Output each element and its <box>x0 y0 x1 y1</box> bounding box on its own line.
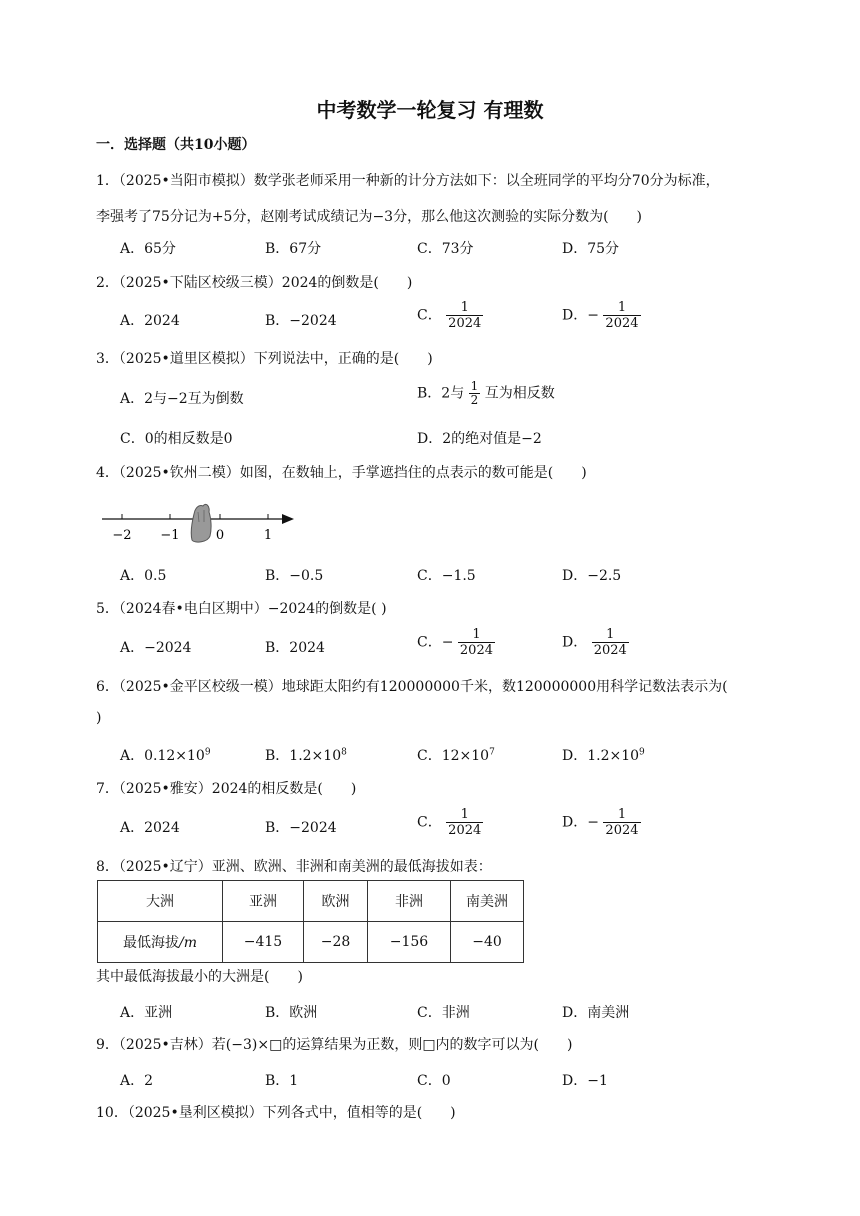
question-2-stem: 2．（2025•下陆区校级三模）2024的倒数是( ) <box>96 275 413 291</box>
hand-icon <box>191 504 211 542</box>
q1-option-a: A．65分 <box>120 241 176 257</box>
table-cell: −156 <box>368 922 451 963</box>
table-row-label: 最低海拔/m <box>98 922 223 963</box>
table-header-cell: 欧洲 <box>304 881 368 922</box>
axis-label-0: 0 <box>215 528 225 543</box>
question-1-line-2: 李强考了75分记为+5分，赵刚考试成绩记为−3分，那么他这次测验的实际分数为( ) <box>96 209 643 225</box>
q1-option-b: B．67分 <box>265 241 322 257</box>
q4-option-b: B．−0.5 <box>265 568 324 584</box>
question-8-stem: 8．（2025•辽宁）亚洲、欧洲、非洲和南美洲的最低海拔如表： <box>96 859 492 875</box>
q7-option-c: C． $\frac{1}{2024}$ <box>417 807 482 838</box>
q9-option-b: B．1 <box>265 1073 299 1089</box>
table-row <box>98 922 524 963</box>
q5-option-b: B．2024 <box>265 640 325 656</box>
table-cell: −415 <box>223 922 304 963</box>
table-header-cell: 非洲 <box>368 881 451 922</box>
q6-option-d: D．$1.2\times 10^9$ <box>562 747 645 764</box>
q8-option-d: D．南美洲 <box>562 1005 630 1021</box>
question-3-stem: 3．（2025•道里区模拟）下列说法中，正确的是( ) <box>96 351 433 367</box>
fraction: $\frac{1}{2024}$ <box>448 807 482 838</box>
q1-option-d: D．75分 <box>562 241 620 257</box>
altitude-table <box>97 880 524 963</box>
q2-option-b: B．−2024 <box>265 313 337 329</box>
number-line-figure <box>100 500 300 550</box>
q2-option-a: A．2024 <box>120 313 180 329</box>
q5-option-a: A．−2024 <box>120 640 192 656</box>
table-cell: −40 <box>451 922 524 963</box>
q7-option-d: D．− $\frac{1}{2024}$ <box>562 807 639 838</box>
fraction: $\frac{1}{2024}$ <box>448 300 482 331</box>
q4-option-a: A．0.5 <box>120 568 167 584</box>
section-heading: 一．选择题（共10小题） <box>96 137 256 153</box>
q8-option-c: C．非洲 <box>417 1005 470 1021</box>
q7-option-a: A．2024 <box>120 820 180 836</box>
question-9-stem: 9．（2025•吉林）若(−3)×□的运算结果为正数，则□内的数字可以为( ) <box>96 1037 573 1053</box>
q4-option-c: C．−1.5 <box>417 568 476 584</box>
question-5-stem: 5．（2024春•电白区期中）−2024的倒数是( ) <box>96 601 387 617</box>
q6-option-c: C．$12\times 10^7$ <box>417 747 495 764</box>
q3-option-d: D．2的绝对值是−2 <box>417 431 542 447</box>
q6-option-b: B．$1.2\times 10^8$ <box>265 747 347 764</box>
question-6-line-2: ) <box>96 710 102 726</box>
q8-option-a: A．亚洲 <box>120 1005 173 1021</box>
fraction: $\frac{1}{2024}$ <box>605 300 639 331</box>
question-7-stem: 7．（2025•雅安）2024的相反数是( ) <box>96 781 357 797</box>
fraction: $\frac{1}{2}$ <box>470 379 479 407</box>
question-8-after: 其中最低海拔最小的大洲是( ) <box>96 969 303 985</box>
table-cell: −28 <box>304 922 368 963</box>
q6-option-a: A．$0.12\times 10^9$ <box>120 747 211 764</box>
q1-option-c: C．73分 <box>417 241 474 257</box>
q7-option-b: B．−2024 <box>265 820 337 836</box>
question-1-line-1: 1．（2025•当阳市模拟）数学张老师采用一种新的计分方法如下：以全班同学的平均分70分为标准， <box>96 173 720 189</box>
table-header-cell: 大洲 <box>98 881 223 922</box>
axis-arrow <box>282 514 294 524</box>
q3-option-b: B．2与 $\frac{1}{2}$ 互为相反数 <box>417 379 555 407</box>
axis-label-neg1: −1 <box>160 528 180 543</box>
q2-option-d: D．− $\frac{1}{2024}$ <box>562 300 639 331</box>
q9-option-a: A．2 <box>120 1073 154 1089</box>
question-4-stem: 4．（2025•钦州二模）如图，在数轴上，手掌遮挡住的点表示的数可能是( ) <box>96 465 587 481</box>
q2-option-c: C． $\frac{1}{2024}$ <box>417 300 482 331</box>
axis-label-neg2: −2 <box>112 528 132 543</box>
q9-option-c: C．0 <box>417 1073 451 1089</box>
q3-option-a: A．2与−2互为倒数 <box>120 391 244 407</box>
q3-option-c: C．0的相反数是0 <box>120 431 233 447</box>
q9-option-d: D．−1 <box>562 1073 608 1089</box>
q8-option-b: B．欧洲 <box>265 1005 318 1021</box>
table-header-cell: 亚洲 <box>223 881 304 922</box>
q4-option-d: D．−2.5 <box>562 568 622 584</box>
fraction: $\frac{1}{2024}$ <box>459 627 493 658</box>
fraction: $\frac{1}{2024}$ <box>605 807 639 838</box>
table-header-cell: 南美洲 <box>451 881 524 922</box>
axis-label-1: 1 <box>263 528 273 543</box>
question-10-stem: 10．（2025•垦利区模拟）下列各式中，值相等的是( ) <box>96 1105 456 1121</box>
table-header-row <box>98 881 524 922</box>
question-6-line-1: 6．（2025•金平区校级一模）地球距太阳约有120000000千米，数120000000用科学记数法表示为( <box>96 679 728 695</box>
fraction: $\frac{1}{2024}$ <box>593 627 627 658</box>
q5-option-d: D． $\frac{1}{2024}$ <box>562 627 627 658</box>
q5-option-c: C．− $\frac{1}{2024}$ <box>417 627 493 658</box>
page-title: 中考数学一轮复习 有理数 <box>316 98 544 122</box>
